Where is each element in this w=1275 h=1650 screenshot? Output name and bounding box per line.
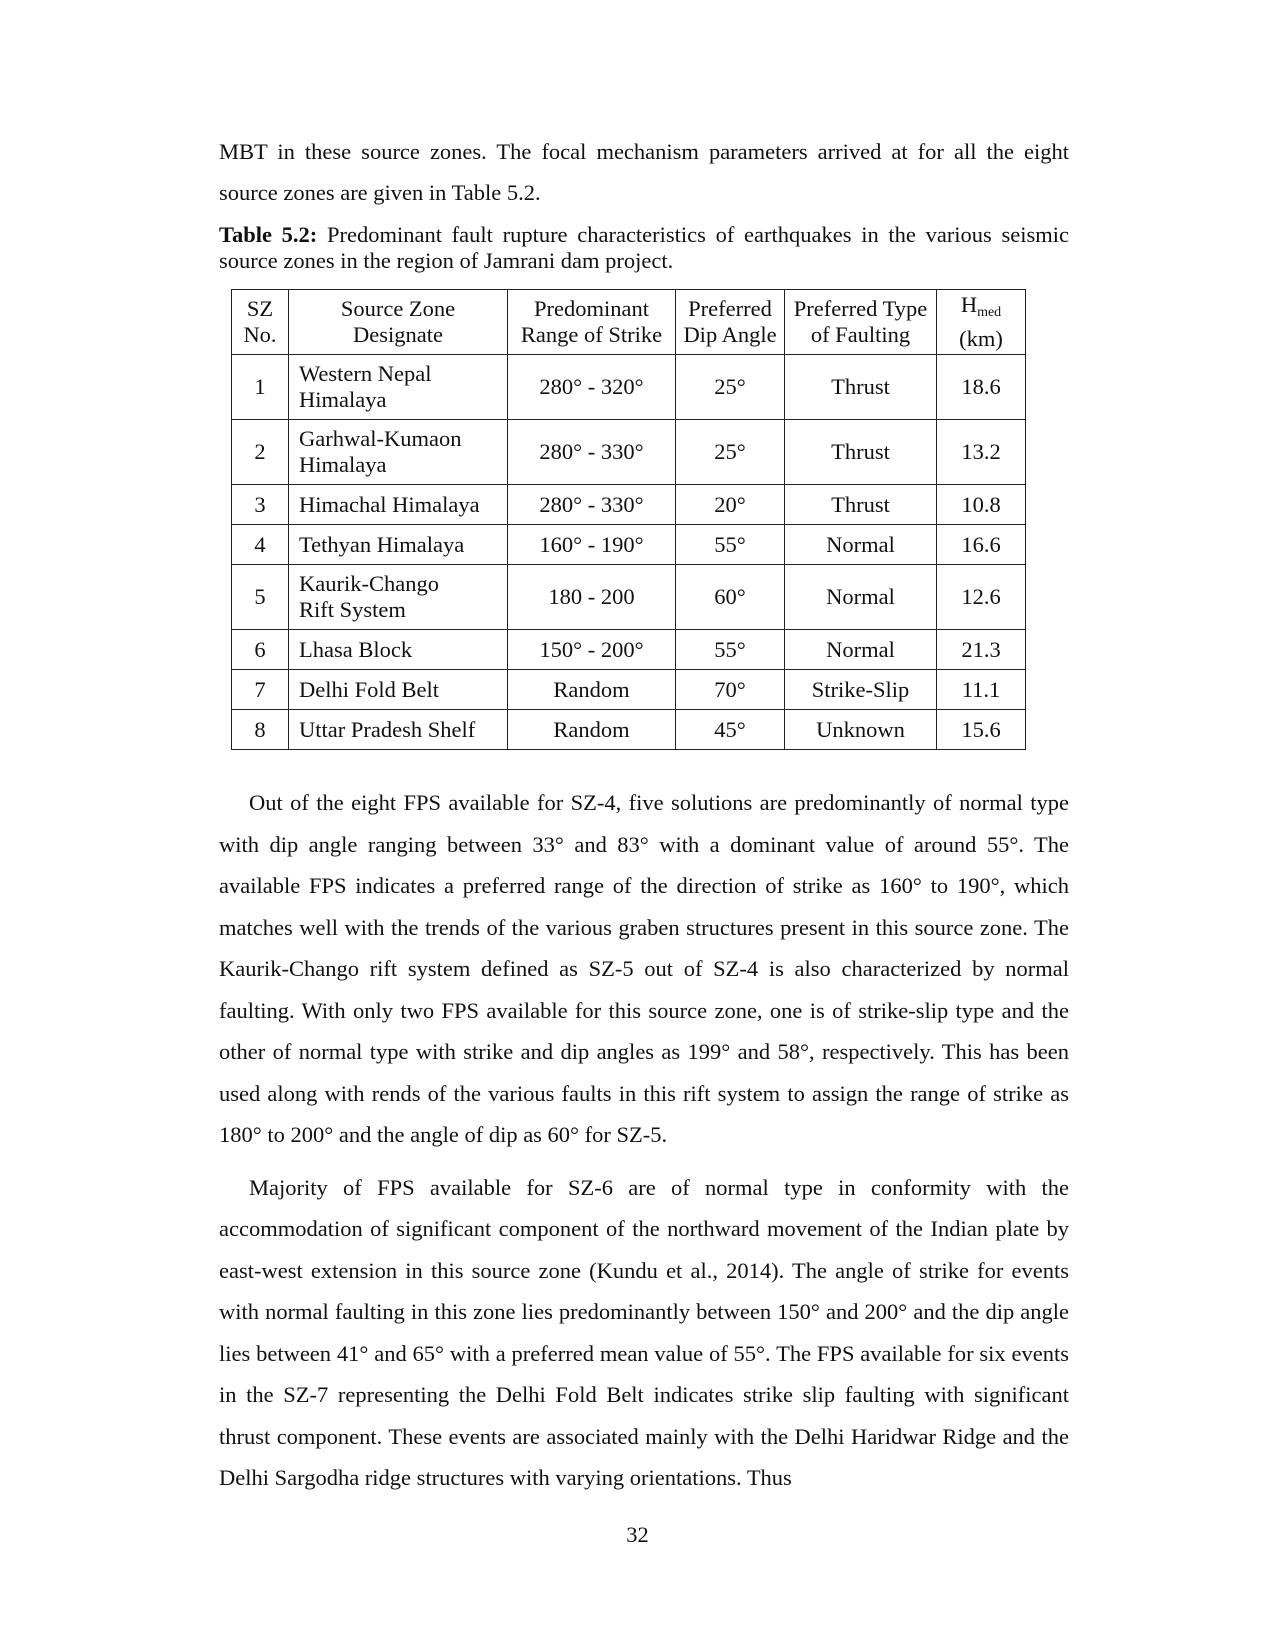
fault-characteristics-table — [231, 289, 1026, 750]
cell-source-zone: Western Nepal Himalaya — [289, 355, 508, 420]
cell-faulting-type: Normal — [785, 630, 937, 670]
page-content — [219, 131, 1069, 1499]
cell-sz-no: 8 — [232, 710, 289, 750]
cell-source-zone: Tethyan Himalaya — [289, 525, 508, 565]
cell-faulting-type: Strike-Slip — [785, 670, 937, 710]
header-sz-no: SZ No. — [232, 290, 289, 355]
table-row — [232, 420, 1026, 485]
cell-strike: 280° - 330° — [508, 420, 676, 485]
cell-faulting-type: Thrust — [785, 355, 937, 420]
cell-sz-no: 4 — [232, 525, 289, 565]
cell-sz-no: 2 — [232, 420, 289, 485]
cell-faulting-type: Normal — [785, 525, 937, 565]
cell-hmed: 21.3 — [937, 630, 1026, 670]
header-source-zone: Source Zone Designate — [289, 290, 508, 355]
table-row — [232, 670, 1026, 710]
cell-source-zone: Garhwal-Kumaon Himalaya — [289, 420, 508, 485]
table-row — [232, 710, 1026, 750]
cell-strike: Random — [508, 670, 676, 710]
table-row — [232, 525, 1026, 565]
cell-source-zone: Delhi Fold Belt — [289, 670, 508, 710]
page-number: 32 — [626, 1522, 649, 1547]
cell-dip: 55° — [676, 525, 785, 565]
body-paragraph-1: Out of the eight FPS available for SZ-4, five solutions are predominantly of normal type with dip angle ranging between 33° and 83° with a dominant value of around 55°. The available FPS indicates a preferred range of the direction of strike as 160° to 190°, which matches well with the trends of the various graben structures present in this source zone. The Kaurik-Chango rift system defined as SZ-5 out of SZ-4 is also characterized by normal faulting. With only two FPS available for this source zone, one is of strike-slip type and the other of normal type with strike and dip angles as 199° and 58°, respectively. This has been used along with rends of the various faults in this rift system to assign the range of strike as 180° to 200° and the angle of dip as 60° for SZ-5. — [219, 790, 1069, 1147]
cell-strike: 160° - 190° — [508, 525, 676, 565]
cell-faulting-type: Thrust — [785, 485, 937, 525]
cell-dip: 25° — [676, 420, 785, 485]
cell-hmed: 11.1 — [937, 670, 1026, 710]
cell-source-zone: Uttar Pradesh Shelf — [289, 710, 508, 750]
table-row — [232, 630, 1026, 670]
header-faulting-type: Preferred Type of Faulting — [785, 290, 937, 355]
cell-faulting-type: Unknown — [785, 710, 937, 750]
cell-strike: 280° - 330° — [508, 485, 676, 525]
table-header-row — [232, 290, 1026, 355]
cell-dip: 70° — [676, 670, 785, 710]
cell-dip: 25° — [676, 355, 785, 420]
cell-sz-no: 3 — [232, 485, 289, 525]
table-caption-label: Table 5.2: — [219, 222, 318, 247]
cell-hmed: 13.2 — [937, 420, 1026, 485]
header-strike-range: Predominant Range of Strike — [508, 290, 676, 355]
cell-strike: 150° - 200° — [508, 630, 676, 670]
cell-dip: 45° — [676, 710, 785, 750]
cell-sz-no: 1 — [232, 355, 289, 420]
body-paragraph-2: Majority of FPS available for SZ-6 are of normal type in conformity with the accommodation of significant component of the northward movement of the Indian plate by east-west extension in this source zone (Kundu et al., 2014). The angle of strike for events with normal faulting in this zone lies predominantly between 150° and 200° and the dip angle lies between 41° and 65° with a preferred mean value of 55°. The FPS available for six events in the SZ-7 representing the Delhi Fold Belt indicates strike slip faulting with significant thrust component. These events are associated mainly with the Delhi Haridwar Ridge and the Delhi Sargodha ridge structures with varying orientations. Thus — [219, 1174, 1069, 1490]
cell-hmed: 15.6 — [937, 710, 1026, 750]
cell-strike: 280° - 320° — [508, 355, 676, 420]
cell-hmed: 16.6 — [937, 525, 1026, 565]
cell-source-zone: Lhasa Block — [289, 630, 508, 670]
cell-hmed: 12.6 — [937, 565, 1026, 630]
cell-source-zone: Kaurik-Chango Rift System — [289, 565, 508, 630]
cell-faulting-type: Thrust — [785, 420, 937, 485]
cell-hmed: 18.6 — [937, 355, 1026, 420]
cell-sz-no: 6 — [232, 630, 289, 670]
cell-dip: 55° — [676, 630, 785, 670]
header-dip-angle: Preferred Dip Angle — [676, 290, 785, 355]
table-caption — [219, 222, 1069, 274]
cell-hmed: 10.8 — [937, 485, 1026, 525]
cell-faulting-type: Normal — [785, 565, 937, 630]
cell-dip: 60° — [676, 565, 785, 630]
cell-dip: 20° — [676, 485, 785, 525]
cell-sz-no: 5 — [232, 565, 289, 630]
table-caption-text: Predominant fault rupture characteristics of earthquakes in the various seismic source zones in the region of Jamrani dam project. — [219, 222, 1070, 273]
cell-strike: 180 - 200 — [508, 565, 676, 630]
cell-source-zone: Himachal Himalaya — [289, 485, 508, 525]
table-row — [232, 565, 1026, 630]
cell-strike: Random — [508, 710, 676, 750]
header-hmed: $H_{med}$ (km) — [937, 290, 1026, 355]
intro-paragraph: MBT in these source zones. The focal mechanism parameters arrived at for all the eight source zones are given in Table 5.2. — [219, 139, 1069, 205]
table-row — [232, 355, 1026, 420]
cell-sz-no: 7 — [232, 670, 289, 710]
table-row — [232, 485, 1026, 525]
